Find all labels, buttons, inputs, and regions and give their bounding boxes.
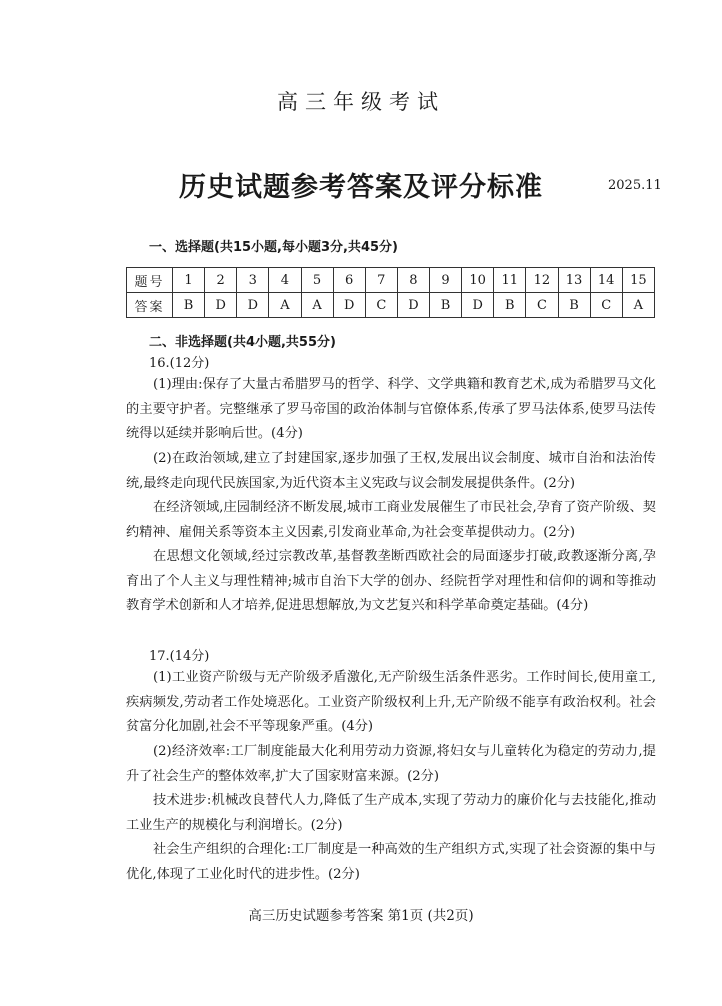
answer-table — [126, 267, 655, 318]
document-date: 2025.11 — [608, 178, 662, 193]
answer-cell: D — [205, 293, 237, 318]
q16-answer-3: 在经济领域,庄园制经济不断发展,城市工商业发展催生了市民社会,孕育了资产阶级、契约精神、雇佣关系等资本主义因素,引发商业革命,为社会变革提供动力。(2分) — [126, 500, 656, 540]
question-number-cell: 2 — [205, 268, 237, 293]
q17-answer-1: (1)工业资产阶级与无产阶级矛盾激化,无产阶级生活条件恶劣。工作时间长,使用童工,疾病频发,劳动者工作处境恶化。工业资产阶级权利上升,无产阶级不能享有政治权利。社会贫富分化加剧,社会不平等现象严重。(4分) — [126, 670, 656, 735]
q16-answer-1: (1)理由:保存了大量古希腊罗马的哲学、科学、文学典籍和教育艺术,成为希腊罗马文化的主要守护者。完整继承了罗马帝国的政治体制与官僚体系,传承了罗马法体系,使罗马法传统得以延续并影响后世。(4分) — [126, 377, 656, 442]
question-number-cell: 1 — [173, 268, 205, 293]
question-number-cell: 5 — [301, 268, 333, 293]
question-number-cell: 3 — [237, 268, 269, 293]
question-number-cell: 12 — [526, 268, 558, 293]
document-title: 历史试题参考答案及评分标准 — [179, 172, 543, 203]
q17-answer-2: (2)经济效率:工厂制度能最大化利用劳动力资源,将妇女与儿童转化为稳定的劳动力,提升了社会生产的整体效率,扩大了国家财富来源。(2分) — [126, 744, 656, 784]
q16-answer-4: 在思想文化领域,经过宗教改革,基督教垄断西欧社会的局面逐步打破,政教逐渐分离,孕育出了个人主义与理性精神;城市自治下大学的创办、经院哲学对理性和信仰的调和等推动教育学术创新和人才培养,促进思想解放,为文艺复兴和科学革命奠定基础。(4分) — [126, 549, 656, 614]
answer-table-number-row — [127, 268, 655, 293]
answer-cell: B — [173, 293, 205, 318]
answer-cell: B — [430, 293, 462, 318]
question-number-cell: 14 — [590, 268, 622, 293]
answer-table-answer-row — [127, 293, 655, 318]
question-number-cell: 11 — [494, 268, 526, 293]
question-number-cell: 8 — [397, 268, 429, 293]
question-17-number: 17.(14分) — [149, 649, 210, 664]
answer-cell: D — [397, 293, 429, 318]
answer-cell: B — [558, 293, 590, 318]
answer-cell: D — [462, 293, 494, 318]
question-16-number: 16.(12分) — [149, 356, 210, 371]
answer-cell: B — [494, 293, 526, 318]
page-footer: 高三历史试题参考答案 第1页 (共2页) — [248, 908, 474, 924]
exam-name: 高三年级考试 — [277, 90, 445, 114]
answer-cell: A — [622, 293, 654, 318]
q17-answer-4: 社会生产组织的合理化:工厂制度是一种高效的生产组织方式,实现了社会资源的集中与优化,体现了工业化时代的进步性。(2分) — [126, 842, 656, 882]
question-number-cell: 4 — [269, 268, 301, 293]
answer-cell: C — [590, 293, 622, 318]
question-number-cell: 15 — [622, 268, 654, 293]
answer-cell: A — [301, 293, 333, 318]
question-number-cell: 10 — [462, 268, 494, 293]
section1-heading: 一、选择题(共15小题,每小题3分,共45分) — [149, 240, 398, 255]
row-label-answers: 答案 — [127, 293, 173, 318]
q16-answer-2: (2)在政治领域,建立了封建国家,逐步加强了王权,发展出议会制度、城市自治和法治传统,最终走向现代民族国家,为近代资本主义宪政与议会制发展提供条件。(2分) — [126, 451, 656, 491]
answer-cell: C — [526, 293, 558, 318]
q17-answer-3: 技术进步:机械改良替代人力,降低了生产成本,实现了劳动力的廉价化与去技能化,推动工业生产的规模化与利润增长。(2分) — [126, 793, 656, 833]
question-number-cell: 6 — [333, 268, 365, 293]
row-label-numbers: 题号 — [127, 268, 173, 293]
section2-heading: 二、非选择题(共4小题,共55分) — [149, 335, 336, 350]
answer-cell: A — [269, 293, 301, 318]
answer-cell: C — [365, 293, 397, 318]
question-number-cell: 9 — [430, 268, 462, 293]
question-number-cell: 7 — [365, 268, 397, 293]
question-number-cell: 13 — [558, 268, 590, 293]
answer-cell: D — [237, 293, 269, 318]
answer-cell: D — [333, 293, 365, 318]
